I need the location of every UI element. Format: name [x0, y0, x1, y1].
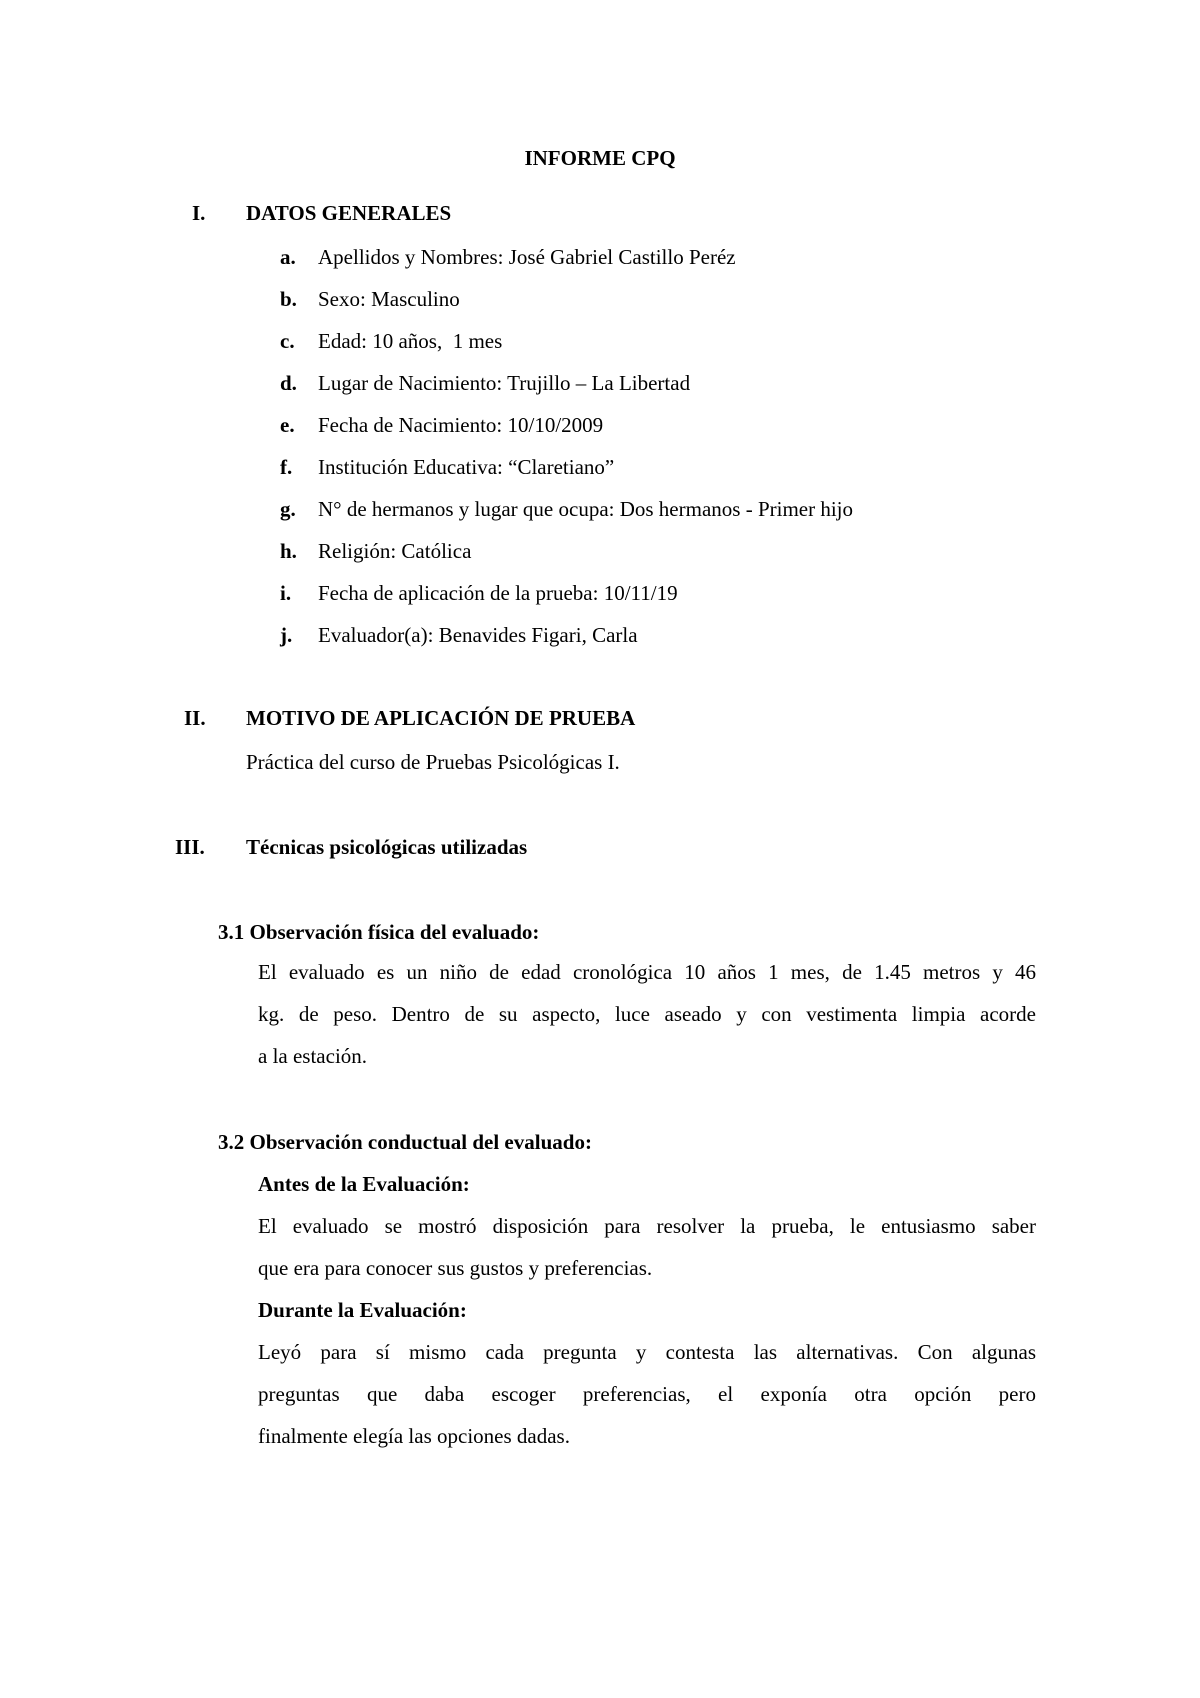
- list-item-letter: d.: [280, 371, 297, 395]
- section-3-heading: Técnicas psicológicas utilizadas: [246, 835, 528, 859]
- document-title: INFORME CPQ: [524, 146, 676, 170]
- paragraph-line: preguntas que daba escoger preferencias, el exponía otra opción pero: [258, 1382, 1036, 1406]
- paragraph-line: El evaluado se mostró disposición para resolver la prueba, le entusiasmo saber: [258, 1214, 1036, 1238]
- list-item-letter: h.: [280, 539, 297, 563]
- section-2-body: Práctica del curso de Pruebas Psicológicas I.: [246, 750, 620, 774]
- section-1-numeral: I.: [192, 201, 206, 225]
- list-item-letter: j.: [280, 623, 293, 647]
- list-item-text: N° de hermanos y lugar que ocupa: Dos hermanos - Primer hijo: [318, 497, 854, 521]
- list-item-letter: b.: [280, 287, 297, 311]
- paragraph-line: finalmente elegía las opciones dadas.: [258, 1424, 570, 1448]
- paragraph-line: Leyó para sí mismo cada pregunta y contesta las alternativas. Con algunas: [258, 1340, 1036, 1364]
- list-item-text: Apellidos y Nombres: José Gabriel Castillo Peréz: [318, 245, 736, 269]
- list-item-text: Fecha de Nacimiento: 10/10/2009: [318, 413, 604, 437]
- list-item-letter: i.: [280, 581, 292, 605]
- list-item-letter: a.: [280, 245, 296, 269]
- section-2-heading: MOTIVO DE APLICACIÓN DE PRUEBA: [246, 706, 636, 730]
- during-evaluation-heading: Durante la Evaluación:: [258, 1298, 467, 1322]
- list-item-text: Sexo: Masculino: [318, 287, 460, 311]
- section-1-heading: DATOS GENERALES: [246, 201, 452, 225]
- list-item-text: Institución Educativa: “Claretiano”: [318, 455, 615, 479]
- paragraph-line: kg. de peso. Dentro de su aspecto, luce aseado y con vestimenta limpia acorde: [258, 1002, 1036, 1026]
- list-item-letter: g.: [280, 497, 296, 521]
- paragraph-line: a la estación.: [258, 1044, 368, 1068]
- paragraph-line: que era para conocer sus gustos y preferencias.: [258, 1256, 653, 1280]
- list-item-text: Lugar de Nacimiento: Trujillo – La Libertad: [318, 371, 691, 395]
- list-item-text: Evaluador(a): Benavides Figari, Carla: [318, 623, 638, 647]
- list-item-letter: f.: [280, 455, 293, 479]
- paragraph-line: El evaluado es un niño de edad cronológica 10 años 1 mes, de 1.45 metros y 46: [258, 960, 1036, 984]
- before-evaluation-heading: Antes de la Evaluación:: [258, 1172, 470, 1196]
- list-item-text: Religión: Católica: [318, 539, 472, 563]
- list-item-letter: e.: [280, 413, 295, 437]
- subsection-3-1-heading: 3.1 Observación física del evaluado:: [218, 920, 540, 944]
- list-item-text: Fecha de aplicación de la prueba: 10/11/19: [318, 581, 678, 605]
- list-item-letter: c.: [280, 329, 295, 353]
- list-item-text: Edad: 10 años, 1 mes: [318, 329, 503, 353]
- subsection-3-2-heading: 3.2 Observación conductual del evaluado:: [218, 1130, 592, 1154]
- section-3-numeral: III.: [175, 835, 205, 859]
- section-2-numeral: II.: [184, 706, 206, 730]
